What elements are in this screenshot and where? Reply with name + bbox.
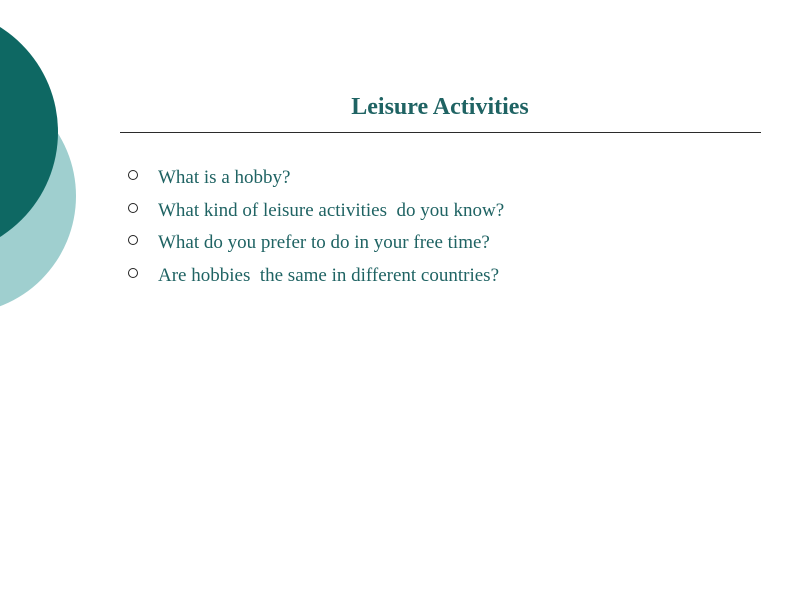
slide-title: Leisure Activities	[351, 94, 529, 120]
bullet-text: Are hobbies the same in different countries?	[158, 264, 500, 286]
bullet-list	[128, 166, 504, 296]
bullet-item	[128, 166, 504, 199]
bullet-text: What do you prefer to do in your free time?	[158, 232, 490, 253]
bullet-item	[128, 231, 504, 264]
hollow-circle-icon	[128, 203, 138, 213]
bullet-text: What kind of leisure activities do you know?	[158, 199, 505, 221]
title-divider	[120, 132, 761, 133]
hollow-circle-icon	[128, 235, 138, 245]
bullet-item	[128, 199, 504, 232]
bullet-text: What is a hobby?	[158, 167, 291, 188]
hollow-circle-icon	[128, 268, 138, 278]
hollow-circle-icon	[128, 170, 138, 180]
bullet-item	[128, 264, 504, 297]
